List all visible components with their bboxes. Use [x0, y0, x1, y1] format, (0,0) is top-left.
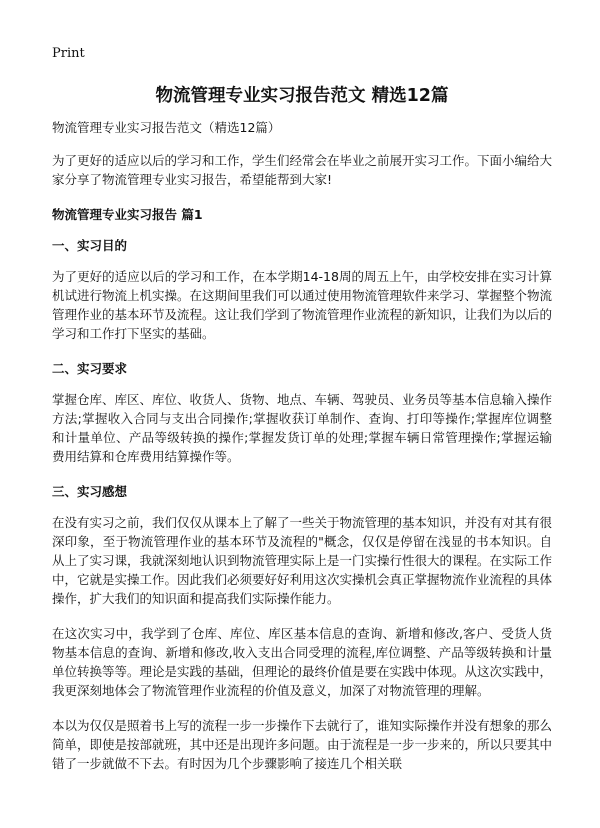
section-paragraph: 本以为仅仅是照着书上写的流程一步一步操作下去就行了，谁知实际操作并没有想象的那么简单，即使是按部就班，其中还是出现许多问题。由于流程是一步一步来的，所以只要其中错了一步就做不下去。有时因为几个步骤影响了接连几个相关联 [52, 718, 553, 771]
section-paragraph: 为了更好的适应以后的学习和工作，在本学期14-18周的周五上午，由学校安排在实习计算机试进行物流上机实操。在这期间里我们可以通过使用物流管理软件来学习、掌握整个物流管理作业的基本环节及流程。这让我们学到了物流管理作业流程的新知识，让我们为以后的学习和工作打下坚实的基础。 [52, 269, 553, 341]
article-heading: 物流管理专业实习报告 篇1 [52, 207, 203, 222]
print-link[interactable]: Print [52, 46, 85, 61]
page-title: 物流管理专业实习报告范文 精选12篇 [155, 86, 449, 106]
section-paragraph: 掌握仓库、库区、库位、收货人、货物、地点、车辆、驾驶员、业务员等基本信息输入操作方法;掌握收入合同与支出合同操作;掌握收获订单制作、查询、打印等操作;掌握库位调整和计量单位、产品等级转换的操作;掌握发货订单的处理;掌握车辆日常管理操作;掌握运输费用结算和仓库费用结算操作等。 [52, 392, 553, 464]
section-heading-reflections: 三、实习感想 [52, 484, 128, 499]
section-paragraph: 在没有实习之前，我们仅仅从课本上了解了一些关于物流管理的基本知识，并没有对其有很深印象，至于物流管理作业的基本环节及流程的"概念，仅仅是停留在浅显的书本知识。自从上了实习课，我就深刻地认识到物流管理实际上是一门实操行性很大的课程。在实际工作中，它就是实操工作。因此我们必须要好好利用这次实操机会真正掌握物流作业流程的具体操作，扩大我们的知识面和提高我们实际操作能力。 [52, 515, 553, 606]
document-body [52, 118, 552, 789]
intro-paragraph: 为了更好的适应以后的学习和工作，学生们经常会在毕业之前展开实习工作。下面小编给大家分享了物流管理专业实习报告，希望能帮到大家! [52, 153, 553, 187]
document-subtitle: 物流管理专业实习报告范文（精选12篇） [52, 120, 281, 135]
section-heading-purpose: 一、实习目的 [52, 238, 128, 253]
section-paragraph: 在这次实习中，我学到了仓库、库位、库区基本信息的查询、新增和修改,客户、受货人货物基本信息的查询、新增和修改,收入支出合同受理的流程,库位调整、产品等级转换和计量单位转换等等。理论是实践的基础，但理论的最终价值是要在实践中体现。从这次实践中，我更深刻地体会了物流管理作业流程的价值及意义，加深了对物流管理的理解。 [52, 626, 553, 698]
section-heading-requirements: 二、实习要求 [52, 361, 128, 376]
